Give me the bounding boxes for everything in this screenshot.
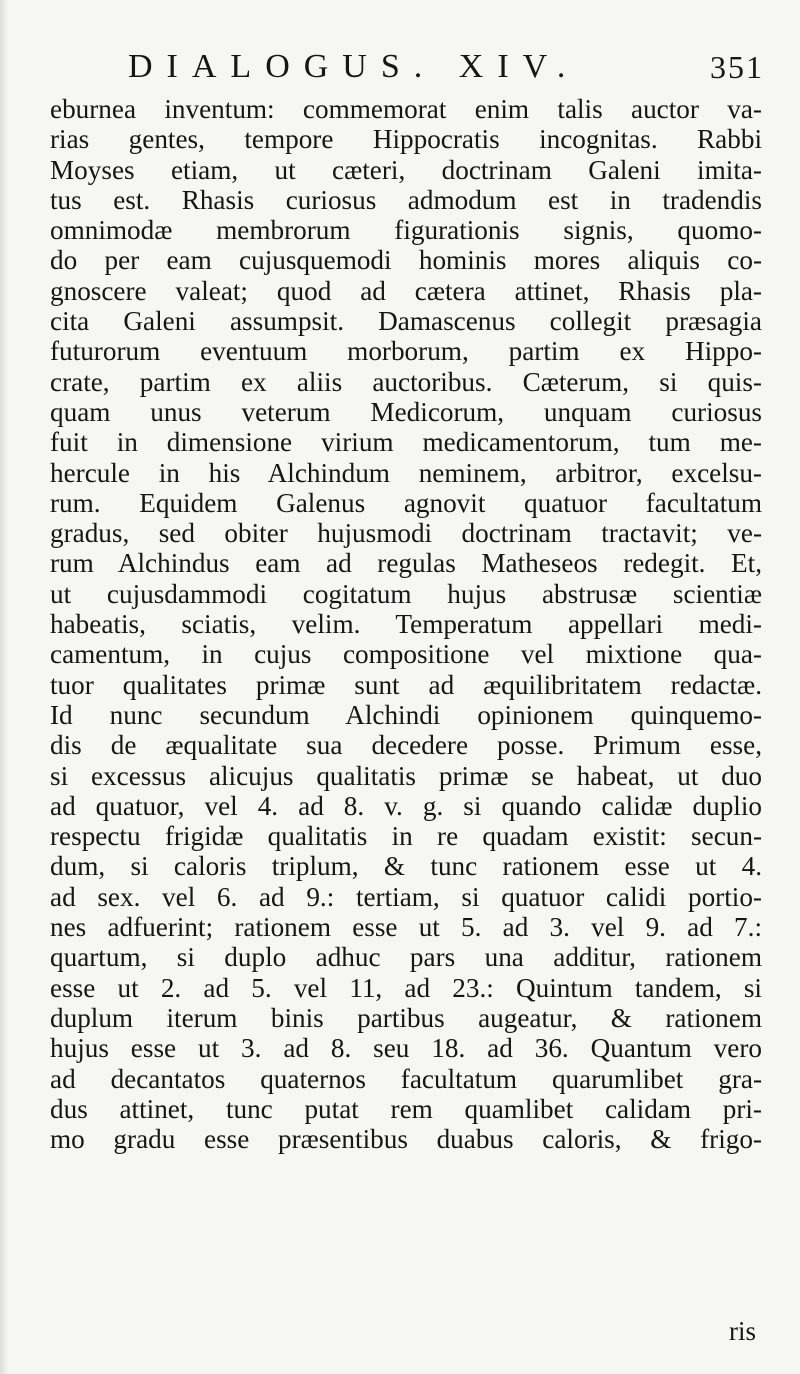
- text-line: tus est. Rhasis curiosus admodum est in tradendis: [50, 184, 762, 215]
- text-line: mo gradu esse præsentibus duabus caloris, & frigo-: [50, 1124, 762, 1155]
- running-head: [50, 42, 764, 92]
- text-line: quam unus veterum Medicorum, unquam curiosus: [50, 396, 762, 427]
- text-line: habeatis, sciatis, velim. Temperatum appellari medi-: [50, 609, 762, 640]
- text-line: gradus, sed obiter hujusmodi doctrinam tractavit; ve-: [50, 518, 762, 549]
- text-line: ad decantatos quaternos facultatum quarumlibet gra-: [50, 1063, 762, 1094]
- text-line: Id nunc secundum Alchindi opinionem quinquemo-: [50, 699, 762, 730]
- text-line: gnoscere valeat; quod ad cætera attinet, Rhasis pla-: [50, 275, 762, 306]
- text-line: nes adfuerint; rationem esse ut 5. ad 3. vel 9. ad 7.:: [50, 912, 762, 943]
- body-text: [50, 94, 762, 1154]
- text-line: hujus esse ut 3. ad 8. seu 18. ad 36. Quantum vero: [50, 1033, 762, 1064]
- text-line: dum, si caloris triplum, & tunc rationem esse ut 4.: [50, 851, 762, 882]
- text-line: rum. Equidem Galenus agnovit quatuor facultatum: [50, 487, 762, 518]
- text-line: eburnea inventum: commemorat enim talis auctor va-: [50, 94, 762, 124]
- text-line: futurorum eventuum morborum, partim ex Hippo-: [50, 336, 762, 367]
- text-line: rias gentes, tempore Hippocratis incognitas. Rabbi: [50, 124, 762, 155]
- text-line: hercule in his Alchindum neminem, arbitror, excelsu-: [50, 457, 762, 488]
- text-line: tuor qualitates primæ sunt ad æquilibritatem redactæ.: [50, 669, 762, 700]
- page-number: 351: [710, 49, 764, 85]
- text-line: ad quatuor, vel 4. ad 8. v. g. si quando calidæ duplio: [50, 790, 762, 821]
- text-line: camentum, in cujus compositione vel mixtione qua-: [50, 639, 762, 670]
- catchword: ris: [729, 1316, 756, 1346]
- text-line: duplum iterum binis partibus augeatur, & rationem: [50, 1002, 762, 1033]
- text-line: do per eam cujusquemodi hominis mores aliquis co-: [50, 245, 762, 276]
- text-line: dus attinet, tunc putat rem quamlibet calidam pri-: [50, 1093, 762, 1124]
- text-line: Moyses etiam, ut cæteri, doctrinam Galeni imita-: [50, 154, 762, 185]
- page-gutter-shadow: [0, 0, 8, 1374]
- text-line: esse ut 2. ad 5. vel 11, ad 23.: Quintum tandem, si: [50, 972, 762, 1003]
- text-line: dis de æqualitate sua decedere posse. Primum esse,: [50, 730, 762, 761]
- text-line: ad sex. vel 6. ad 9.: tertiam, si quatuor calidi portio-: [50, 881, 762, 912]
- text-line: respectu frigidæ qualitatis in re quadam existit: secun-: [50, 821, 762, 852]
- running-title: DIALOGUS. XIV.: [128, 48, 580, 85]
- text-line: crate, partim ex aliis auctoribus. Cæterum, si quis-: [50, 366, 762, 397]
- text-line: omnimodæ membrorum figurationis signis, quomo-: [50, 215, 762, 246]
- text-line: fuit in dimensione virium medicamentorum, tum me-: [50, 427, 762, 458]
- text-line: cita Galeni assumpsit. Damascenus collegit præsagia: [50, 306, 762, 337]
- text-line: ut cujusdammodi cogitatum hujus abstrusæ scientiæ: [50, 578, 762, 609]
- text-line: quartum, si duplo adhuc pars una additur, rationem: [50, 942, 762, 973]
- text-line: si excessus alicujus qualitatis primæ se habeat, ut duo: [50, 760, 762, 791]
- text-line: rum Alchindus eam ad regulas Matheseos redegit. Et,: [50, 548, 762, 579]
